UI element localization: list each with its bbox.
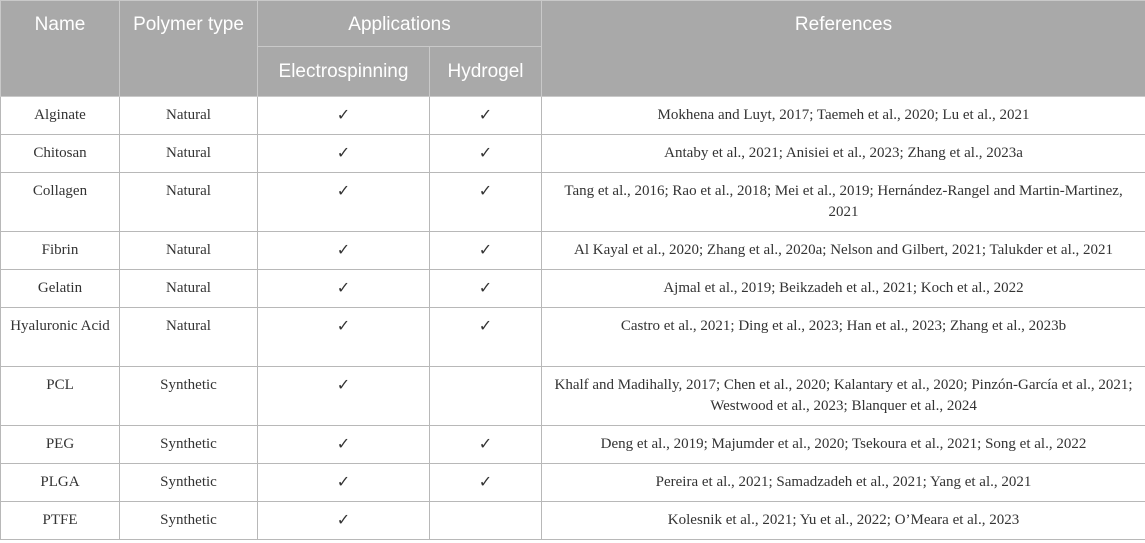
- cell-references: Khalf and Madihally, 2017; Chen et al., 2020; Kalantary et al., 2020; Pinzón-García et al., 2021; Westwood et al., 2023; Blanquer et al., 2024: [542, 367, 1145, 426]
- cell-hydrogel: ✓: [430, 270, 542, 308]
- cell-electrospinning: ✓: [258, 367, 430, 426]
- cell-electrospinning: ✓: [258, 135, 430, 173]
- cell-polymer-type: Synthetic: [120, 367, 258, 426]
- cell-references: Deng et al., 2019; Majumder et al., 2020; Tsekoura et al., 2021; Song et al., 2022: [542, 426, 1145, 464]
- cell-references: Mokhena and Luyt, 2017; Taemeh et al., 2020; Lu et al., 2021: [542, 97, 1145, 135]
- cell-references: Al Kayal et al., 2020; Zhang et al., 2020a; Nelson and Gilbert, 2021; Talukder et al., 2021: [542, 232, 1145, 270]
- cell-name: Gelatin: [1, 270, 120, 308]
- cell-name: PCL: [1, 367, 120, 426]
- cell-polymer-type: Natural: [120, 135, 258, 173]
- header-applications: Applications: [258, 1, 542, 47]
- table-row: [1, 232, 1145, 270]
- cell-hydrogel: [430, 502, 542, 540]
- cell-hydrogel: ✓: [430, 173, 542, 232]
- cell-name: Collagen: [1, 173, 120, 232]
- cell-references: Ajmal et al., 2019; Beikzadeh et al., 2021; Koch et al., 2022: [542, 270, 1145, 308]
- cell-name: Alginate: [1, 97, 120, 135]
- cell-electrospinning: ✓: [258, 502, 430, 540]
- header-references: References: [542, 1, 1145, 97]
- table-row: [1, 135, 1145, 173]
- cell-name: Fibrin: [1, 232, 120, 270]
- cell-polymer-type: Natural: [120, 173, 258, 232]
- table-header: [1, 1, 1145, 97]
- cell-polymer-type: Natural: [120, 232, 258, 270]
- table-row: [1, 464, 1145, 502]
- cell-electrospinning: ✓: [258, 308, 430, 367]
- cell-name: PEG: [1, 426, 120, 464]
- table-row: [1, 308, 1145, 367]
- table-row: [1, 367, 1145, 426]
- header-hydrogel: Hydrogel: [430, 47, 542, 97]
- cell-references: Pereira et al., 2021; Samadzadeh et al., 2021; Yang et al., 2021: [542, 464, 1145, 502]
- cell-name: Hyaluronic Acid: [1, 308, 120, 367]
- header-electrospinning: Electrospinning: [258, 47, 430, 97]
- table-row: [1, 173, 1145, 232]
- cell-electrospinning: ✓: [258, 426, 430, 464]
- cell-electrospinning: ✓: [258, 270, 430, 308]
- cell-references: Castro et al., 2021; Ding et al., 2023; Han et al., 2023; Zhang et al., 2023b: [542, 308, 1145, 367]
- cell-hydrogel: ✓: [430, 97, 542, 135]
- cell-hydrogel: ✓: [430, 135, 542, 173]
- header-name: Name: [1, 1, 120, 97]
- cell-hydrogel: ✓: [430, 232, 542, 270]
- cell-electrospinning: ✓: [258, 464, 430, 502]
- table-row: [1, 97, 1145, 135]
- cell-name: PLGA: [1, 464, 120, 502]
- cell-references: Antaby et al., 2021; Anisiei et al., 2023; Zhang et al., 2023a: [542, 135, 1145, 173]
- table-body: [1, 97, 1145, 540]
- table-row: [1, 270, 1145, 308]
- cell-electrospinning: ✓: [258, 97, 430, 135]
- cell-hydrogel: ✓: [430, 308, 542, 367]
- cell-name: Chitosan: [1, 135, 120, 173]
- cell-references: Tang et al., 2016; Rao et al., 2018; Mei et al., 2019; Hernández-Rangel and Martin-Martinez, 2021: [542, 173, 1145, 232]
- cell-hydrogel: [430, 367, 542, 426]
- cell-electrospinning: ✓: [258, 173, 430, 232]
- table-row: [1, 502, 1145, 540]
- cell-polymer-type: Synthetic: [120, 464, 258, 502]
- cell-electrospinning: ✓: [258, 232, 430, 270]
- cell-name: PTFE: [1, 502, 120, 540]
- table-row: [1, 426, 1145, 464]
- cell-hydrogel: ✓: [430, 464, 542, 502]
- cell-polymer-type: Natural: [120, 97, 258, 135]
- cell-polymer-type: Natural: [120, 308, 258, 367]
- cell-polymer-type: Synthetic: [120, 502, 258, 540]
- header-polymer-type: Polymer type: [120, 1, 258, 97]
- cell-hydrogel: ✓: [430, 426, 542, 464]
- cell-polymer-type: Natural: [120, 270, 258, 308]
- cell-references: Kolesnik et al., 2021; Yu et al., 2022; O’Meara et al., 2023: [542, 502, 1145, 540]
- cell-polymer-type: Synthetic: [120, 426, 258, 464]
